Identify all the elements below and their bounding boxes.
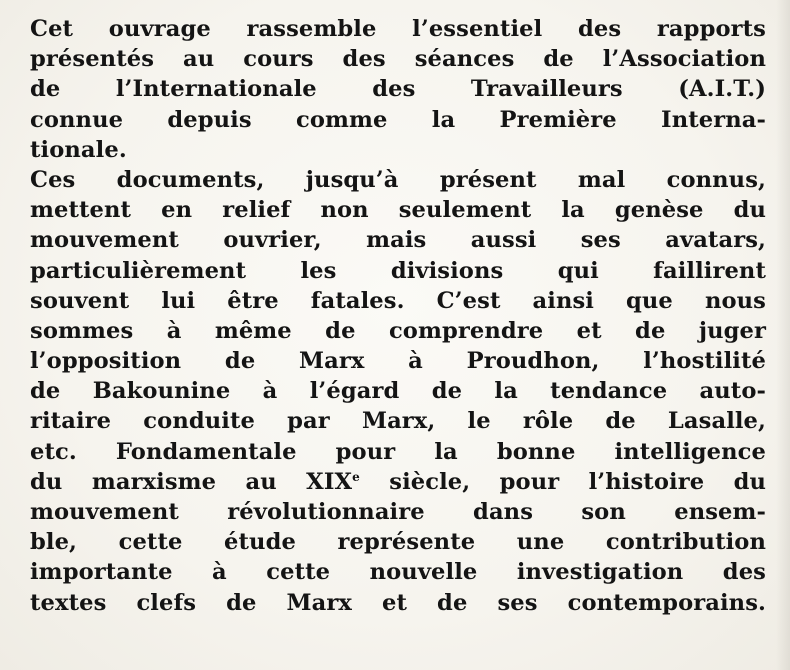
text-line: tionale. — [30, 136, 127, 163]
text-line: particulièrement les divisions qui faillirent — [30, 257, 766, 284]
text-line: importante à cette nouvelle investigation des — [30, 559, 766, 586]
text-line: de Bakounine à l’égard de la tendance auto- — [30, 378, 766, 405]
text-segment: siècle, pour l’histoire du — [359, 468, 766, 495]
superscript-e: e — [352, 469, 360, 484]
text-line: textes clefs de Marx et de ses contemporains. — [30, 589, 766, 616]
text-line: sommes à même de comprendre et de juger — [30, 317, 766, 344]
text-line: l’opposition de Marx à Proudhon, l’hostilité — [30, 348, 766, 375]
text-line: ble, cette étude représente une contribution — [30, 529, 766, 556]
text-line: mouvement ouvrier, mais aussi ses avatars, — [30, 227, 766, 254]
text-line: mettent en relief non seulement la genèse du — [30, 197, 766, 224]
body-text — [30, 14, 766, 618]
text-line: etc. Fondamentale pour la bonne intelligence — [30, 438, 766, 465]
text-line: de l’Internationale des Travailleurs (A.I.T.) — [30, 76, 766, 103]
page-edge-shadow — [776, 0, 790, 670]
text-line: Cet ouvrage rassemble l’essentiel des rapports — [30, 16, 766, 42]
text-line: ritaire conduite par Marx, le rôle de Lasalle, — [30, 408, 766, 435]
text-line: Ces documents, jusqu’à présent mal connus, — [30, 166, 766, 193]
text-line: connue depuis comme la Première Interna- — [30, 106, 766, 133]
text-segment: du marxisme au XIX — [30, 468, 353, 495]
text-line-with-superscript — [30, 467, 766, 497]
text-line: présentés au cours des séances de l’Association — [30, 46, 766, 73]
text-line: mouvement révolutionnaire dans son ensem- — [30, 499, 766, 525]
text-line: souvent lui être fatales. C’est ainsi que nous — [30, 287, 766, 314]
